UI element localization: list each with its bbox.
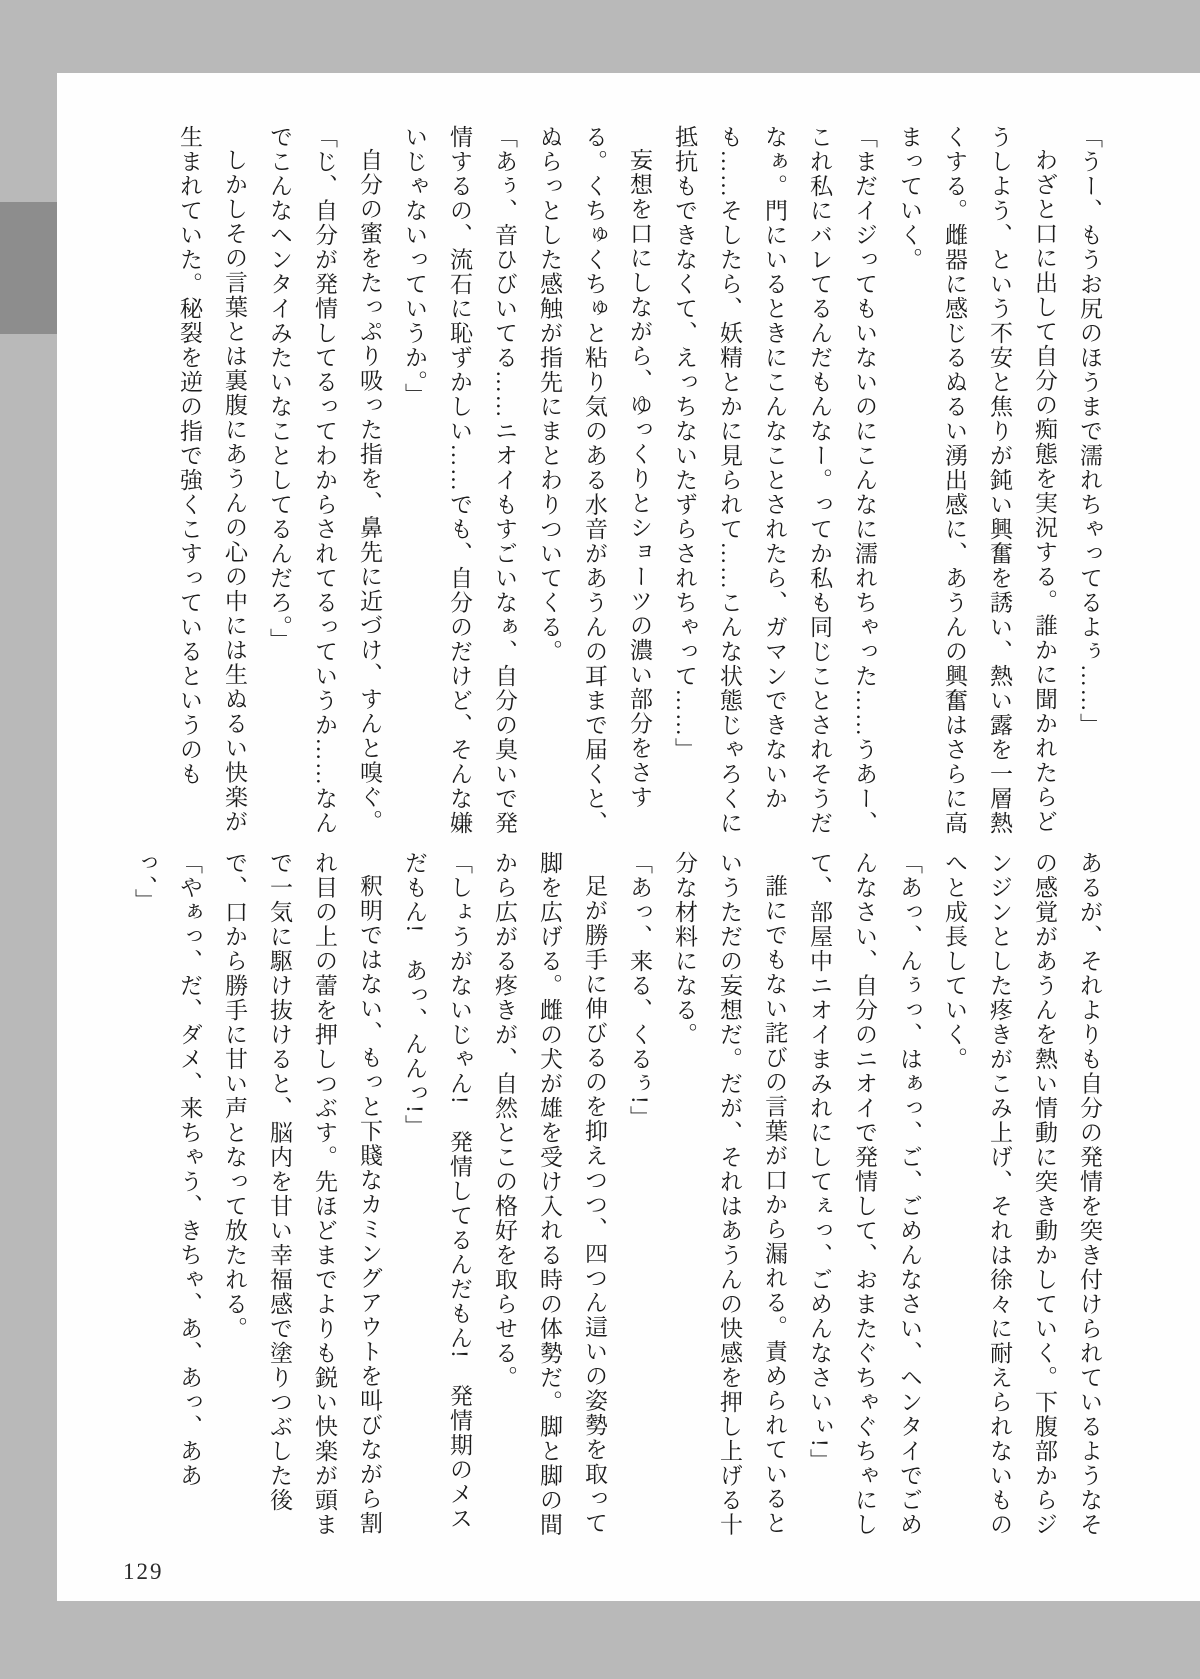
paragraph-narration: わざと口に出して自分の痴態を実況する。誰かに聞かれたらどうしよう、という不安と焦りが鈍い興奮を誘い、熱い露を一層熱くする。雌器に感じるぬるい湧出感に、あうんの興奮はさらに高まっていく。 bbox=[897, 125, 1057, 836]
paragraph-dialogue: 「まだイジってもいないのにこんなに濡れちゃった……うあー、これ私にバレてるんだもんなー。ってか私も同じことされそうだなぁ。門にいるときにこんなことされたら、ガマンできないかも……そしたら、妖精とかに見られて……こんな状態じゃろくに抵抗もできなくて、えっちないたずらされちゃって……」 bbox=[672, 125, 877, 836]
paragraph-narration: 妄想を口にしながら、ゆっくりとショーツの濃い部分をさする。くちゅくちゅと粘り気のある水音があうんの耳まで届くと、ぬらっとした感触が指先にまとわりついてくる。 bbox=[537, 125, 652, 836]
text-block-top bbox=[90, 125, 1112, 843]
paragraph-narration: 誰にでもない詫びの言葉が口から漏れる。責められているというただの妄想だ。だが、それはあうんの快感を押し上げる十分な材料になる。 bbox=[672, 851, 787, 1537]
paragraph-narration: 足が勝手に伸びるのを抑えつつ、四つん這いの姿勢を取って脚を広げる。雌の犬が雄を受け入れる時の体勢だ。脚と脚の間から広がる疼きが、自然とこの格好を取らせる。 bbox=[492, 851, 607, 1537]
text-block-bottom bbox=[90, 851, 1112, 1537]
page-edge-tab bbox=[0, 202, 57, 334]
paragraph-narration: 釈明ではない、もっと下賤なカミングアウトを叫びながら割れ目の上の蕾を押しつぶす。先ほどまでよりも鋭い快楽が頭まで一気に駆け抜けると、脳内を甘い幸福感で塗りつぶした後で、口から勝手に甘い声となって放たれる。 bbox=[222, 851, 382, 1537]
paragraph-dialogue: 「あっ、んぅっ、はぁっ、ご、ごめんなさい、ヘンタイでごめんなさい、自分のニオイで発情して、おまたぐちゃぐちゃにして、部屋中ニオイまみれにしてぇっ、ごめんなさいぃ!」 bbox=[807, 851, 922, 1537]
paragraph-narration: しかしその言葉とは裏腹にあうんの心の中には生ぬるい快楽が生まれていた。秘裂を逆の指で強くこすっているというのも bbox=[177, 125, 247, 834]
page-number: 129 bbox=[123, 1559, 164, 1584]
book-page bbox=[57, 73, 1200, 1601]
paragraph-dialogue: 「しょうがないじゃん! 発情してるんだもん! 発情期のメスだもん! あっ、んんっ!」 bbox=[402, 851, 472, 1531]
paragraph-dialogue: 「あぅ、音ひびいてる……ニオイもすごいなぁ、自分の臭いで発情するの、流石に恥ずかしい……でも、自分のだけど、そんな嫌いじゃないっていうか。」 bbox=[402, 125, 517, 836]
paragraph-dialogue: 「じ、自分が発情してるってわからされてるっていうか……なんでこんなヘンタイみたいなことしてるんだろ。」 bbox=[267, 125, 337, 836]
paragraph-dialogue: 「うー、もうお尻のほうまで濡れちゃってるよぅ……」 bbox=[1077, 125, 1102, 738]
paragraph-dialogue: 「あっ、来る、くるぅ!」 bbox=[627, 851, 652, 1130]
paragraph-continuation: あるが、それよりも自分の発情を突き付けられているようなその感覚があうんを熱い情動に突き動かしていく。下腹部からジンジンとした疼きがこみ上げ、それは徐々に耐えられないものへと成長していく。 bbox=[942, 851, 1102, 1537]
paragraph-dialogue: 「やぁっ、だ、ダメ、来ちゃう、きちゃ、あ、あっ、ああっ、」 bbox=[132, 851, 202, 1488]
paragraph-narration: 自分の蜜をたっぷり吸った指を、鼻先に近づけ、すんと嗅ぐ。 bbox=[357, 148, 382, 834]
